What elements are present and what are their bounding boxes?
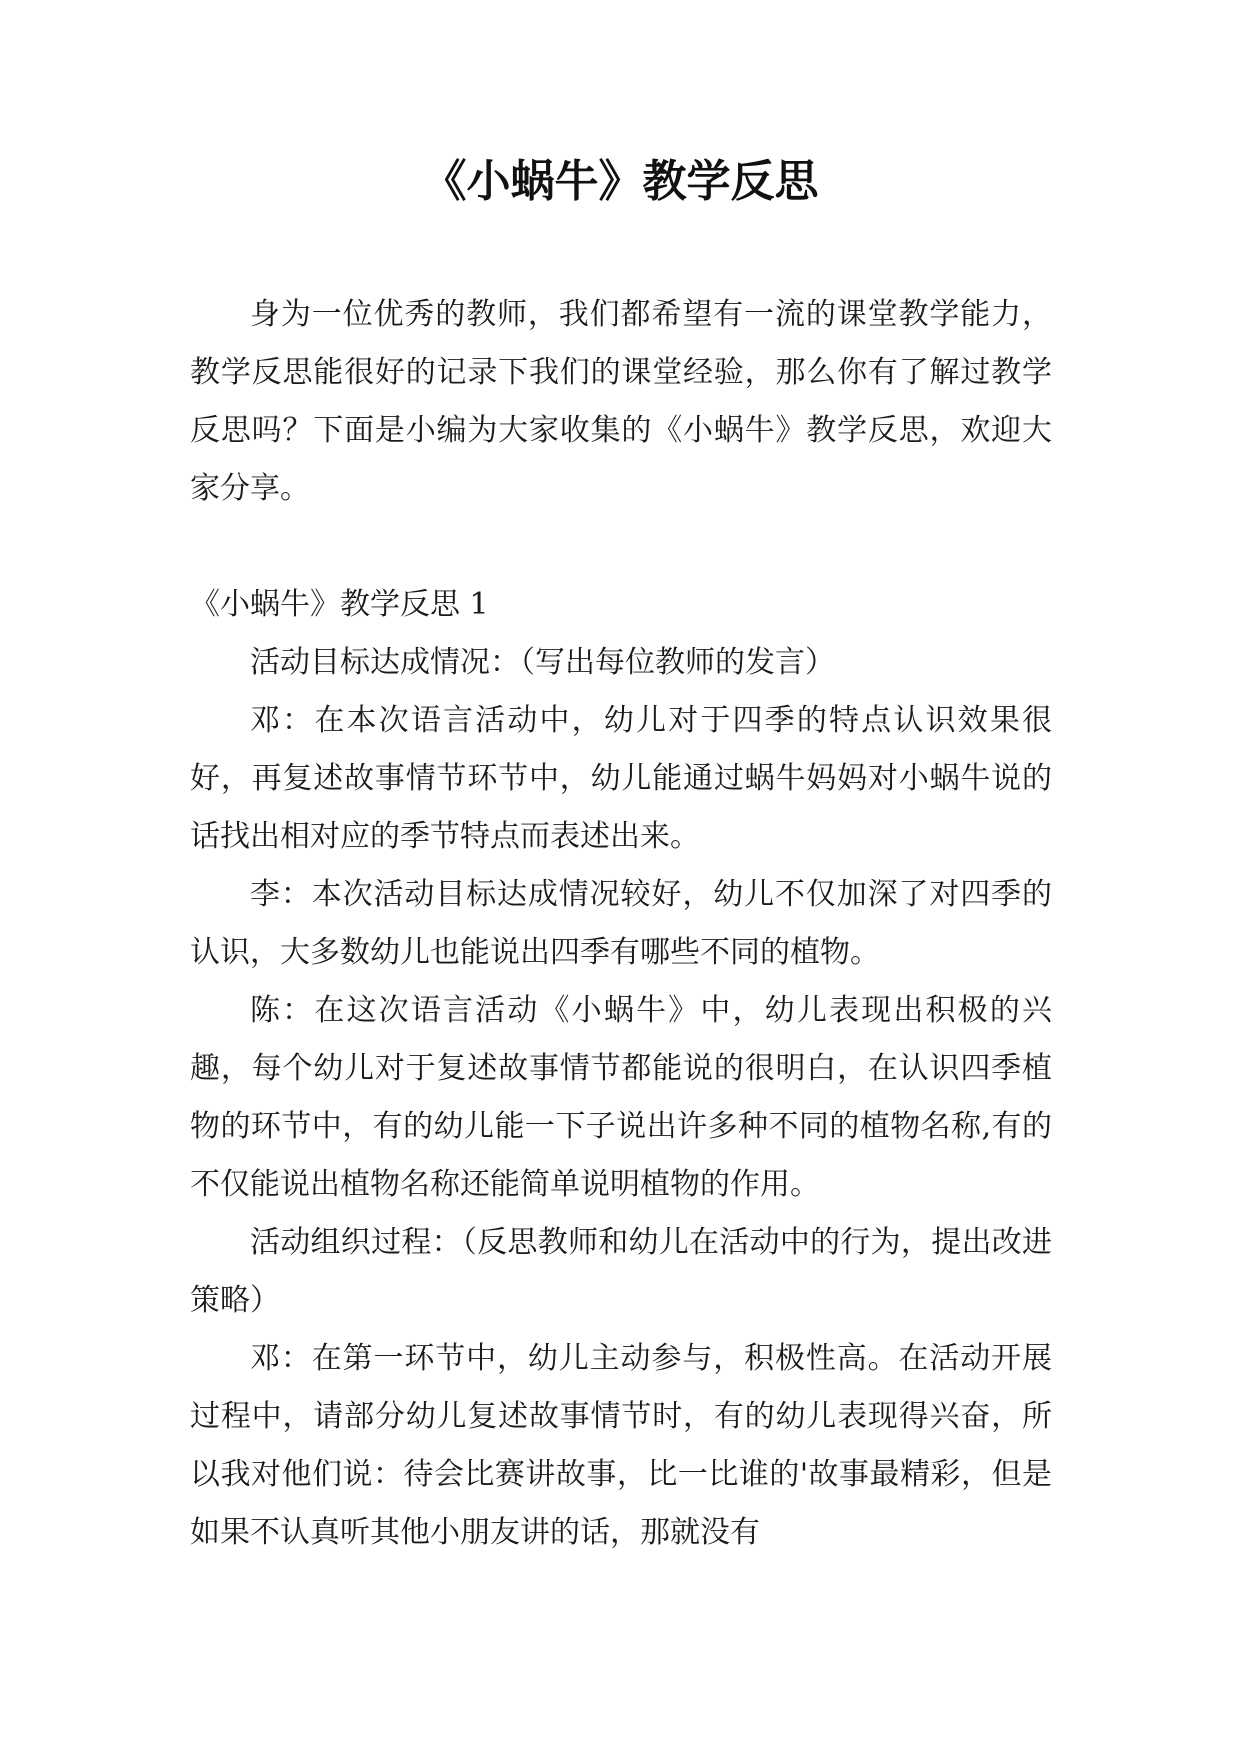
intro-paragraph: 身为一位优秀的教师，我们都希望有一流的课堂教学能力，教学反思能很好的记录下我们的课堂经验，那么你有了解过教学反思吗？下面是小编为大家收集的《小蜗牛》教学反思，欢迎大家分享。 xyxy=(190,297,1052,506)
paragraph-li: 李：本次活动目标达成情况较好，幼儿不仅加深了对四季的认识，大多数幼儿也能说出四季有哪些不同的植物。 xyxy=(190,877,1052,970)
document-title: 《小蜗牛》教学反思 xyxy=(422,156,819,207)
paragraph-deng-2: 邓：在第一环节中，幼儿主动参与，积极性高。在活动开展过程中，请部分幼儿复述故事情节时，有的幼儿表现得兴奋，所以我对他们说：待会比赛讲故事，比一比谁的'故事最精彩，但是如果不认真听其他小朋友讲的话，那就没有 xyxy=(190,1341,1052,1550)
paragraph-activity-goals: 活动目标达成情况：（写出每位教师的发言） xyxy=(250,645,835,680)
paragraph-activity-process: 活动组织过程：（反思教师和幼儿在活动中的行为，提出改进策略） xyxy=(190,1225,1052,1318)
paragraph-deng-1: 邓：在本次语言活动中，幼儿对于四季的特点认识效果很好，再复述故事情节环节中，幼儿能通过蜗牛妈妈对小蜗牛说的话找出相对应的季节特点而表述出来。 xyxy=(190,703,1052,854)
paragraph-chen: 陈：在这次语言活动《小蜗牛》中，幼儿表现出积极的兴趣，每个幼儿对于复述故事情节都能说的很明白，在认识四季植物的环节中，有的幼儿能一下子说出许多种不同的植物名称,有的不仅能说出植物名称还能简单说明植物的作用。 xyxy=(190,993,1052,1202)
section-heading: 《小蜗牛》教学反思 1 xyxy=(190,587,489,622)
document-body xyxy=(190,286,1052,1562)
